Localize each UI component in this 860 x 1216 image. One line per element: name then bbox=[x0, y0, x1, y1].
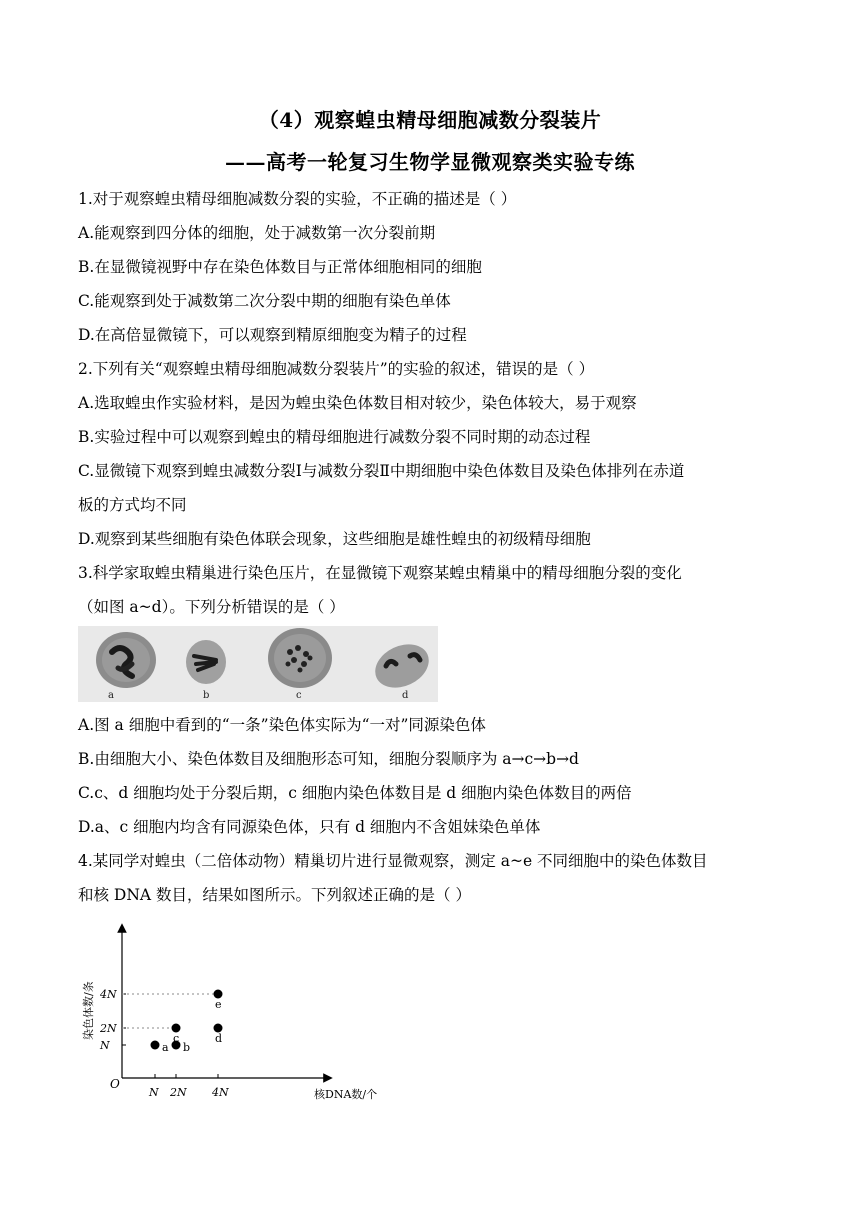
data-point-label-e: e bbox=[215, 998, 222, 1011]
scatter-chart bbox=[78, 922, 398, 1106]
q1-stem: 1.对于观察蝗虫精母细胞减数分裂的实验，不正确的描述是（ ） bbox=[78, 190, 517, 208]
q1-option-b: B.在显微镜视野中存在染色体数目与正常体细胞相同的细胞 bbox=[78, 258, 482, 276]
q3-option-c: C.c、d 细胞均处于分裂后期，c 细胞内染色体数目是 d 细胞内染色体数目的两倍 bbox=[78, 784, 632, 802]
data-point-label-a: a bbox=[162, 1041, 169, 1054]
q2-stem: 2.下列有关“观察蝗虫精母细胞减数分裂装片”的实验的叙述，错误的是（ ） bbox=[78, 360, 595, 378]
y-tick-label-1: N bbox=[100, 1039, 110, 1052]
data-point-label-d: d bbox=[215, 1032, 223, 1045]
data-point-a bbox=[151, 1041, 160, 1050]
cell-b-image bbox=[186, 640, 226, 684]
title-line-1: （4）观察蝗虫精母细胞减数分裂装片 bbox=[258, 108, 602, 132]
figure-label-a: a bbox=[108, 690, 114, 701]
title-line-2: ——高考一轮复习生物学显微观察类实验专练 bbox=[225, 150, 635, 174]
data-point-label-c: c bbox=[173, 1032, 180, 1045]
x-tick-label-3: 4N bbox=[212, 1086, 229, 1099]
data-point-label-b: b bbox=[183, 1041, 191, 1054]
q1-option-d: D.在高倍显微镜下，可以观察到精原细胞变为精子的过程 bbox=[78, 326, 467, 344]
q4-stem-line1: 4.某同学对蝗虫（二倍体动物）精巢切片进行显微观察，测定 a~e 不同细胞中的染色体数目 bbox=[78, 852, 708, 870]
q3-stem-line2: （如图 a~d）。下列分析错误的是（ ） bbox=[78, 598, 345, 616]
q1-option-c: C.能观察到处于减数第二次分裂中期的细胞有染色单体 bbox=[78, 292, 451, 310]
figure-label-d: d bbox=[402, 690, 409, 701]
x-tick-label-1: N bbox=[149, 1086, 159, 1099]
chart-axes bbox=[81, 928, 377, 1101]
q2-option-c-line1: C.显微镜下观察到蝗虫减数分裂Ⅰ与减数分裂Ⅱ中期细胞中染色体数目及染色体排列在赤道 bbox=[78, 462, 685, 480]
x-tick-label-2: 2N bbox=[170, 1086, 187, 1099]
q4-stem-line2: 和核 DNA 数目，结果如图所示。下列叙述正确的是（ ） bbox=[78, 886, 471, 904]
q2-option-b: B.实验过程中可以观察到蝗虫的精母细胞进行减数分裂不同时期的动态过程 bbox=[78, 428, 591, 446]
x-axis-label: 核DNA数/个 bbox=[314, 1088, 378, 1101]
q2-option-d: D.观察到某些细胞有染色体联会现象，这些细胞是雄性蝗虫的初级精母细胞 bbox=[78, 530, 591, 548]
figure-label-c: c bbox=[296, 690, 302, 701]
q2-option-c-line2: 板的方式均不同 bbox=[78, 496, 187, 514]
cell-c-image bbox=[268, 628, 332, 688]
y-tick-label-2: 2N bbox=[100, 1022, 117, 1035]
cell-a-image bbox=[96, 632, 156, 688]
q2-option-a: A.选取蝗虫作实验材料，是因为蝗虫染色体数目相对较少，染色体较大，易于观察 bbox=[78, 394, 637, 412]
q3-option-a: A.图 a 细胞中看到的“一条”染色体实际为“一对”同源染色体 bbox=[78, 716, 486, 734]
q3-stem-line1: 3.科学家取蝗虫精巢进行染色压片，在显微镜下观察某蝗虫精巢中的精母细胞分裂的变化 bbox=[78, 564, 682, 582]
chart-points bbox=[151, 990, 223, 1055]
origin-label: O bbox=[110, 1077, 120, 1091]
y-tick-label-3: 4N bbox=[100, 988, 117, 1001]
figure-label-b: b bbox=[203, 690, 210, 701]
micrograph-figure bbox=[78, 626, 438, 702]
q3-option-b: B.由细胞大小、染色体数目及细胞形态可知，细胞分裂顺序为 a→c→b→d bbox=[78, 750, 579, 768]
y-axis-label: 染色体数/条 bbox=[82, 981, 95, 1040]
q3-option-d: D.a、c 细胞内均含有同源染色体，只有 d 细胞内不含姐妹染色单体 bbox=[78, 818, 541, 836]
q1-option-a: A.能观察到四分体的细胞，处于减数第一次分裂前期 bbox=[78, 224, 436, 242]
